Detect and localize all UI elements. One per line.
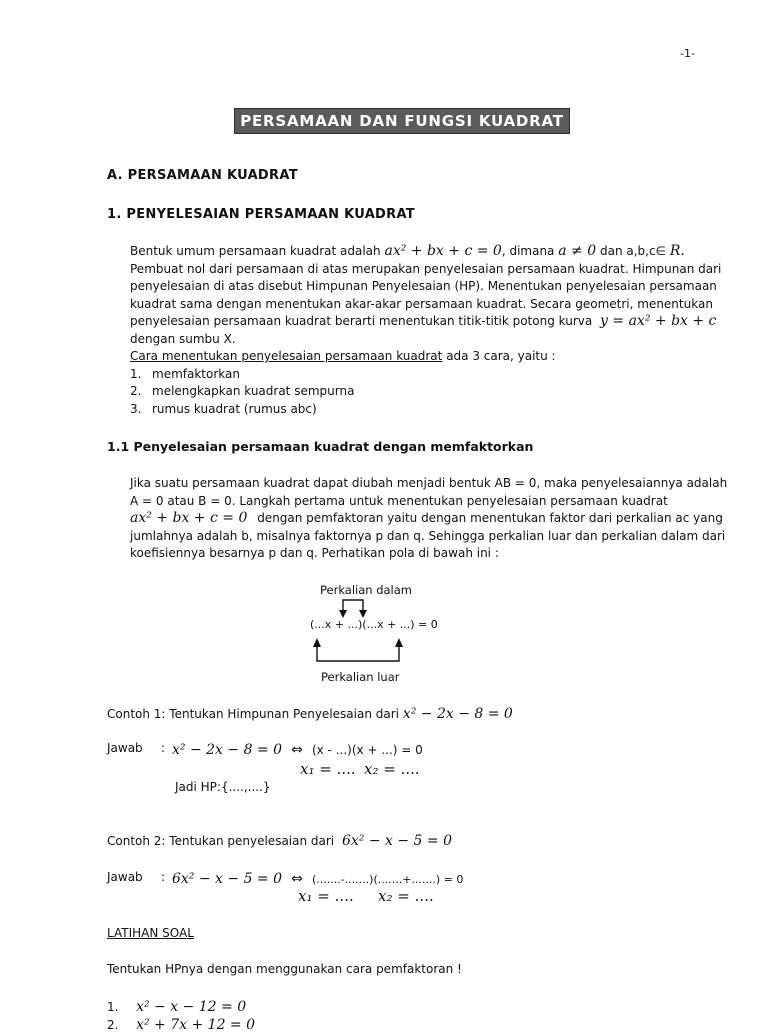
general-equation: ax² + bx + c = 0 — [130, 510, 248, 526]
outer-arrow-bracket — [317, 647, 399, 661]
method-item — [130, 366, 698, 384]
methods-intro-underlined: Cara menentukan penyelesaian persamaan kuadrat — [130, 349, 443, 363]
factoring-line-5: koefisiennya besarnya p dan q. Perhatikan pola di bawah ini : — [130, 546, 499, 560]
inner-arrow-head-left — [339, 610, 347, 618]
document-title: PERSAMAAN DAN FUNGSI KUADRAT — [234, 108, 570, 134]
page-number: -1- — [680, 47, 695, 60]
method-number: 2. — [130, 384, 142, 398]
curve-equation: y = ax² + bx + c — [600, 313, 717, 329]
product-arrows — [300, 595, 420, 670]
method-number: 1. — [130, 366, 142, 381]
intro-text-post: dan a,b,c∈ — [599, 244, 667, 258]
outer-arrow-head-left — [313, 638, 321, 647]
example-2-answer-label: Jawab — [107, 870, 143, 884]
factor-expression: (...x + ...)(...x + ...) = 0 — [310, 618, 438, 631]
example-equation: x² − 2x − 8 = 0 — [172, 742, 283, 758]
equivalence-symbol: ⇔ — [291, 871, 303, 887]
exercise-number: 2. — [107, 1018, 119, 1032]
exercise-item — [107, 996, 246, 1015]
intro-line-3: penyelesaian di atas disebut Himpunan Penyelesaian (HP). Menentukan penyelesaian persamaan — [130, 279, 717, 293]
exercise-equation: x² − x − 12 = 0 — [136, 999, 247, 1015]
method-text: memfaktorkan — [152, 366, 240, 381]
example-question-text: Contoh 2: Tentukan penyelesaian dari — [107, 834, 335, 848]
intro-text: Bentuk umum persamaan kuadrat adalah — [130, 244, 381, 258]
answer-colon: : — [161, 741, 166, 755]
exercise-equation: x² + 7x + 12 = 0 — [136, 1017, 256, 1033]
intro-text-mid: , dimana — [501, 244, 555, 258]
section-1-heading: 1. PENYELESAIAN PERSAMAAN KUADRAT — [107, 207, 415, 222]
example-1-answer-label: Jawab — [107, 741, 143, 755]
factoring-paragraph — [130, 475, 728, 563]
intro-line-1 — [130, 243, 698, 261]
solution-set: Jadi HP:{....,....} — [175, 780, 271, 794]
factoring-line-2: A = 0 atau B = 0. Langkah pertama untuk menentukan penyelesaian persamaan kuadrat — [130, 493, 668, 508]
intro-line-2: Pembuat nol dari persamaan di atas merupakan penyelesaian persamaan kuadrat. Himpunan dari — [130, 261, 722, 276]
inner-arrow-head-right — [359, 610, 367, 618]
section-a-heading: A. PERSAMAAN KUADRAT — [107, 168, 298, 183]
example-2-question — [107, 833, 452, 849]
root-x2: x₂ = .... — [364, 760, 420, 778]
equivalence-symbol: ⇔ — [291, 742, 303, 758]
root-x1: x₁ = .... — [300, 760, 356, 778]
method-item — [130, 383, 698, 401]
factoring-line-4: jumlahnya adalah b, misalnya faktornya p dan q. Sehingga perkalian luar dan perkalian dalam dari — [130, 528, 726, 543]
section-1-1-heading: 1.1 Penyelesaian persamaan kuadrat dengan memfaktorkan — [107, 439, 534, 454]
general-equation: ax² + bx + c = 0 — [384, 243, 502, 259]
real-set-symbol: R. — [669, 243, 685, 259]
example-1-working — [172, 739, 423, 758]
intro-line-4: kuadrat sama dengan menentukan akar-akar persamaan kuadrat. Secara geometri, menentukan — [130, 296, 713, 311]
factoring-line-3 — [130, 510, 723, 528]
example-equation: 6x² − x − 5 = 0 — [172, 871, 283, 887]
exercise-instruction: Tentukan HPnya dengan menggunakan cara pemfaktoran ! — [107, 962, 462, 976]
example-question-text: Contoh 1: Tentukan Himpunan Penyelesaian dari — [107, 707, 399, 721]
exercise-heading: LATIHAN SOAL — [107, 926, 194, 940]
methods-intro-rest: ada 3 cara, yaitu : — [446, 349, 556, 363]
factoring-line-1: Jika suatu persamaan kuadrat dapat diubah menjadi bentuk AB = 0, maka penyelesaiannya adalah — [130, 476, 728, 490]
outer-product-label: Perkalian luar — [321, 670, 400, 684]
example-equation: x² − 2x − 8 = 0 — [402, 706, 513, 722]
intro-paragraph — [130, 243, 722, 418]
factoring-text: dengan pemfaktoran yaitu dengan menentukan faktor dari perkalian ac yang — [257, 511, 723, 525]
answer-colon: : — [161, 870, 166, 884]
inner-product-label: Perkalian dalam — [320, 583, 413, 597]
method-number: 3. — [130, 401, 142, 416]
intro-line-7 — [130, 348, 698, 366]
intro-line-5 — [130, 313, 717, 331]
intro-text-curve: penyelesaian persamaan kuadrat berarti menentukan titik-titik potong kurva — [130, 314, 593, 328]
root-x1: x₁ = .... — [298, 887, 354, 905]
intro-line-6: dengan sumbu X. — [130, 331, 236, 346]
example-1-question — [107, 706, 513, 722]
factored-form: (x - ...)(x + ...) = 0 — [311, 743, 423, 757]
root-x2: x₂ = .... — [378, 887, 434, 905]
condition-a-not-zero: a ≠ 0 — [558, 243, 597, 259]
example-equation: 6x² − x − 5 = 0 — [341, 833, 453, 849]
outer-arrow-head-right — [395, 638, 403, 647]
method-text: rumus kuadrat (rumus abc) — [152, 401, 317, 416]
method-item — [130, 401, 698, 419]
method-text: melengkapkan kuadrat sempurna — [152, 384, 355, 398]
exercise-number: 1. — [107, 1000, 119, 1014]
example-2-working — [172, 868, 463, 887]
factored-form: (.......-.......)(.......+.......) = 0 — [311, 873, 464, 886]
